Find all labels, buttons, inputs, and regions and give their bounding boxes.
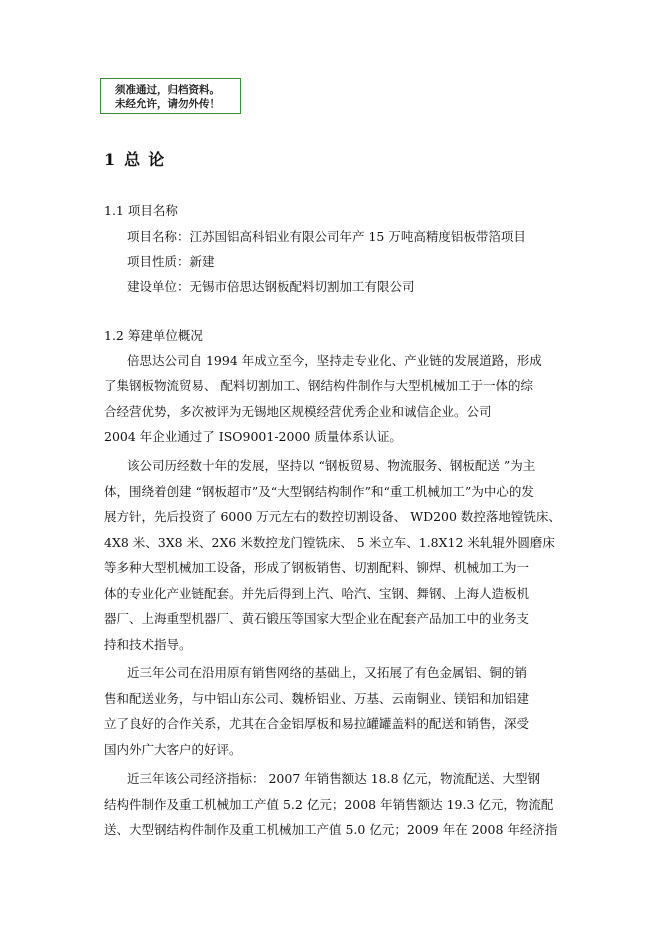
paragraph-line: 持和技术指导。	[104, 637, 192, 652]
section-heading-company-overview: 1.2 筹建单位概况	[104, 328, 203, 343]
project-nature-line: 项目性质：新建	[127, 254, 215, 269]
paragraph-line: 合经营优势，多次被评为无锡地区规模经营优秀企业和诚信企业。公司	[104, 404, 492, 419]
paragraph-line: 立了良好的合作关系，尤其在合金铝厚板和易拉罐罐盖料的配送和销售，深受	[104, 716, 530, 731]
chapter-title: 总论	[124, 150, 173, 169]
paragraph-line: 了集钢板物流贸易、 配料切割加工、钢结构件制作与大型机械加工于一体的综	[104, 378, 533, 393]
paragraph-line: 国内外广大客户的好评。	[104, 742, 242, 757]
construction-unit-line: 建设单位：无锡市倍思达钢板配料切割加工有限公司	[127, 279, 415, 294]
chapter-heading	[104, 147, 172, 170]
paragraph-line: 体的专业化产业链配套。并先后得到上汽、哈汽、宝钢、舞钢、上海人造板机	[104, 586, 530, 601]
paragraph-line: 倍思达公司自 1994 年成立至今，坚持走专业化、产业链的发展道路，形成	[127, 353, 542, 368]
paragraph-line: 售和配送业务，与中铝山东公司、魏桥铝业、万基、云南铜业、镁铝和加铝建	[104, 691, 530, 706]
paragraph-line: 体，围绕着创建 “钢板超市”及“大型钢结构制作”和“重工机械加工”为中心的发	[104, 484, 534, 499]
chapter-number: 1	[104, 150, 117, 169]
notice-line-1: 须准通过，归档资料。	[115, 84, 220, 96]
paragraph-line: 等多种大型机械加工设备，形成了钢板销售、切割配料、铆焊、机械加工为一	[104, 560, 530, 575]
project-name-line: 项目名称：江苏国铝高科铝业有限公司年产 15 万吨高精度铝板带箔项目	[127, 229, 526, 244]
paragraph-line: 送、大型钢结构件制作及重工机械加工产值 5.0 亿元；2009 年在 2008 年经济指	[104, 822, 558, 837]
paragraph-line: 结构件制作及重工机械加工产值 5.2 亿元；2008 年销售额达 19.3 亿元，物流配	[104, 797, 554, 812]
paragraph-line: 2004 年企业通过了 ISO9001-2000 质量体系认证。	[104, 429, 402, 444]
paragraph-line: 该公司历经数十年的发展，坚持以 “钢板贸易、物流服务、钢板配送 ”为主	[127, 458, 536, 473]
paragraph-line: 4X8 米、3X8 米、2X6 米数控龙门镗铣床、 5 米立车、1.8X12 米轧辊外圆磨床	[104, 535, 555, 550]
paragraph-line: 近三年该公司经济指标： 2007 年销售额达 18.8 亿元，物流配送、大型钢	[127, 771, 541, 786]
notice-line-2: 未经允许，请勿外传！	[115, 98, 220, 110]
section-heading-project-name: 1.1 项目名称	[104, 203, 178, 218]
paragraph-line: 器厂、上海重型机器厂、黄石锻压等国家大型企业在配套产品加工中的业务支	[104, 611, 530, 626]
paragraph-line: 近三年公司在沿用原有销售网络的基础上，又拓展了有色金属铝、铜的销	[127, 665, 528, 680]
paragraph-line: 展方针，先后投资了 6000 万元左右的数控切割设备、 WD200 数控落地镗铣床、	[104, 509, 561, 524]
confidential-notice-stamp	[100, 78, 241, 114]
